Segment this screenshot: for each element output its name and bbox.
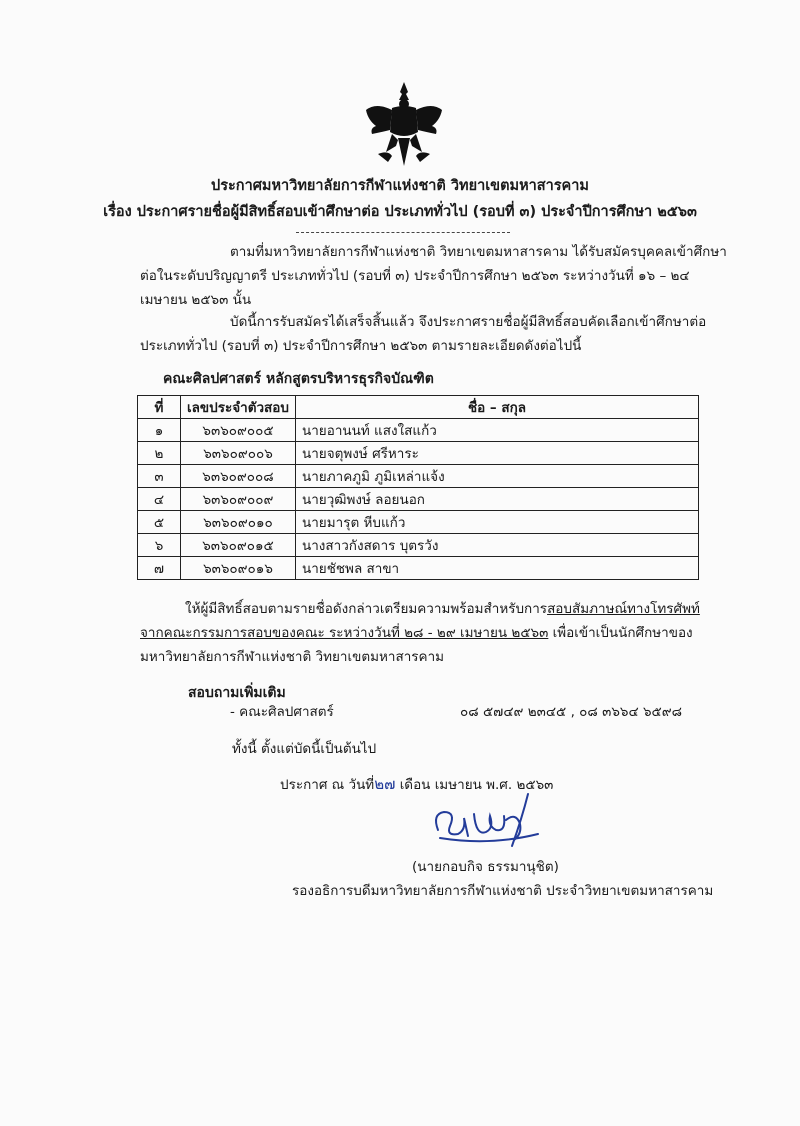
intro-line-2: ต่อในระดับปริญญาตรี ประเภททั่วไป (รอบที่ ๓) ประจำปีการศึกษา ๒๕๖๓ ระหว่างวันที่ ๑๖ – ๒๔ <box>140 268 690 284</box>
table-header-row <box>138 396 699 419</box>
signer-name: (นายกอบกิจ ธรรมานุชิต) <box>412 859 559 875</box>
cell-name: นายจตุพงษ์ ศรีหาระ <box>296 442 699 465</box>
interview-dates: จากคณะกรรมการสอบของคณะ ระหว่างวันที่ ๒๘ - ๒๙ เมษายน ๒๕๖๓ <box>140 625 549 641</box>
cell-no: ๒ <box>138 442 181 465</box>
notice-text: ให้ผู้มีสิทธิ์สอบตามรายชื่อดังกล่าวเตรียมความพร้อมสำหรับการ <box>185 601 548 617</box>
announcement-title: ประกาศมหาวิทยาลัยการกีฬาแห่งชาติ วิทยาเขตมหาสารคาม <box>211 178 589 194</box>
col-header-id: เลขประจำตัวสอบ <box>181 396 296 419</box>
table-row <box>138 442 699 465</box>
cell-no: ๑ <box>138 419 181 442</box>
cell-exam-id: ๖๓๖๐๙๐๐๖ <box>181 442 296 465</box>
cell-exam-id: ๖๓๖๐๙๐๐๘ <box>181 465 296 488</box>
col-header-no: ที่ <box>138 396 181 419</box>
interview-notice: สอบสัมภาษณ์ทางโทรศัพท์ <box>547 601 700 617</box>
notice-line-2 <box>140 621 693 645</box>
cell-name: นายภาคภูมิ ภูมิเหล่าแจ้ง <box>296 465 699 488</box>
announce-day: ๒๗ <box>374 775 396 793</box>
notice-line-3: มหาวิทยาลัยการกีฬาแห่งชาติ วิทยาเขตมหาสารคาม <box>140 649 445 665</box>
table-row <box>138 488 699 511</box>
divider <box>296 232 510 233</box>
announce-prefix: ประกาศ ณ วันที่ <box>280 777 375 793</box>
cell-name: นายอานนท์ แสงใสแก้ว <box>296 419 699 442</box>
garuda-emblem <box>362 80 446 170</box>
effective-statement: ทั้งนี้ ตั้งแต่บัดนี้เป็นต้นไป <box>232 741 377 757</box>
table-row <box>138 465 699 488</box>
cell-exam-id: ๖๓๖๐๙๐๑๖ <box>181 557 296 580</box>
intro-line-1: ตามที่มหาวิทยาลัยการกีฬาแห่งชาติ วิทยาเขตมหาสารคาม ได้รับสมัครบุคคลเข้าศึกษา <box>230 244 727 260</box>
table-row <box>138 511 699 534</box>
cell-exam-id: ๖๓๖๐๙๐๑๐ <box>181 511 296 534</box>
table-row <box>138 557 699 580</box>
table-row <box>138 534 699 557</box>
contact-phones: ๐๘ ๕๗๔๙ ๒๓๔๕ , ๐๘ ๓๖๖๔ ๖๕๙๘ <box>460 704 683 720</box>
cell-exam-id: ๖๓๖๐๙๐๐๕ <box>181 419 296 442</box>
cell-name: นายชัชพล สาขา <box>296 557 699 580</box>
cell-exam-id: ๖๓๖๐๙๐๐๙ <box>181 488 296 511</box>
cell-no: ๗ <box>138 557 181 580</box>
cell-name: นายวุฒิพงษ์ ลอยนอก <box>296 488 699 511</box>
signer-position: รองอธิการบดีมหาวิทยาลัยการกีฬาแห่งชาติ ประจำวิทยาเขตมหาสารคาม <box>292 883 714 899</box>
cell-no: ๕ <box>138 511 181 534</box>
announce-suffix: เดือน เมษายน พ.ศ. ๒๕๖๓ <box>399 777 554 793</box>
signature <box>430 790 550 850</box>
intro-line-4: บัดนี้การรับสมัครได้เสร็จสิ้นแล้ว จึงประกาศรายชื่อผู้มีสิทธิ์สอบคัดเลือกเข้าศึกษาต่อ <box>230 314 707 330</box>
cell-no: ๔ <box>138 488 181 511</box>
notice-line-1 <box>185 597 700 621</box>
cell-no: ๓ <box>138 465 181 488</box>
notice-text: เพื่อเข้าเป็นนักศึกษาของ <box>548 625 693 641</box>
contact-label: - คณะศิลปศาสตร์ <box>230 704 334 720</box>
faculty-heading: คณะศิลปศาสตร์ หลักสูตรบริหารธุรกิจบัณฑิต <box>163 371 434 387</box>
intro-line-3: เมษายน ๒๕๖๓ นั้น <box>140 292 252 308</box>
cell-name: นายมารุต หีบแก้ว <box>296 511 699 534</box>
inquiry-heading: สอบถามเพิ่มเติม <box>188 685 286 701</box>
intro-line-5: ประเภททั่วไป (รอบที่ ๓) ประจำปีการศึกษา ๒๕๖๓ ตามรายละเอียดดังต่อไปนี้ <box>140 338 582 354</box>
cell-exam-id: ๖๓๖๐๙๐๑๕ <box>181 534 296 557</box>
cell-name: นางสาวกังสดาร บุตรวัง <box>296 534 699 557</box>
announcement-subject: เรื่อง ประกาศรายชื่อผู้มีสิทธิ์สอบเข้าศึกษาต่อ ประเภททั่วไป (รอบที่ ๓) ประจำปีการศึกษา ๒๕๖๓ <box>103 204 697 220</box>
table-row <box>138 419 699 442</box>
cell-no: ๖ <box>138 534 181 557</box>
col-header-name: ชื่อ – สกุล <box>296 396 699 419</box>
candidate-table <box>137 395 699 580</box>
